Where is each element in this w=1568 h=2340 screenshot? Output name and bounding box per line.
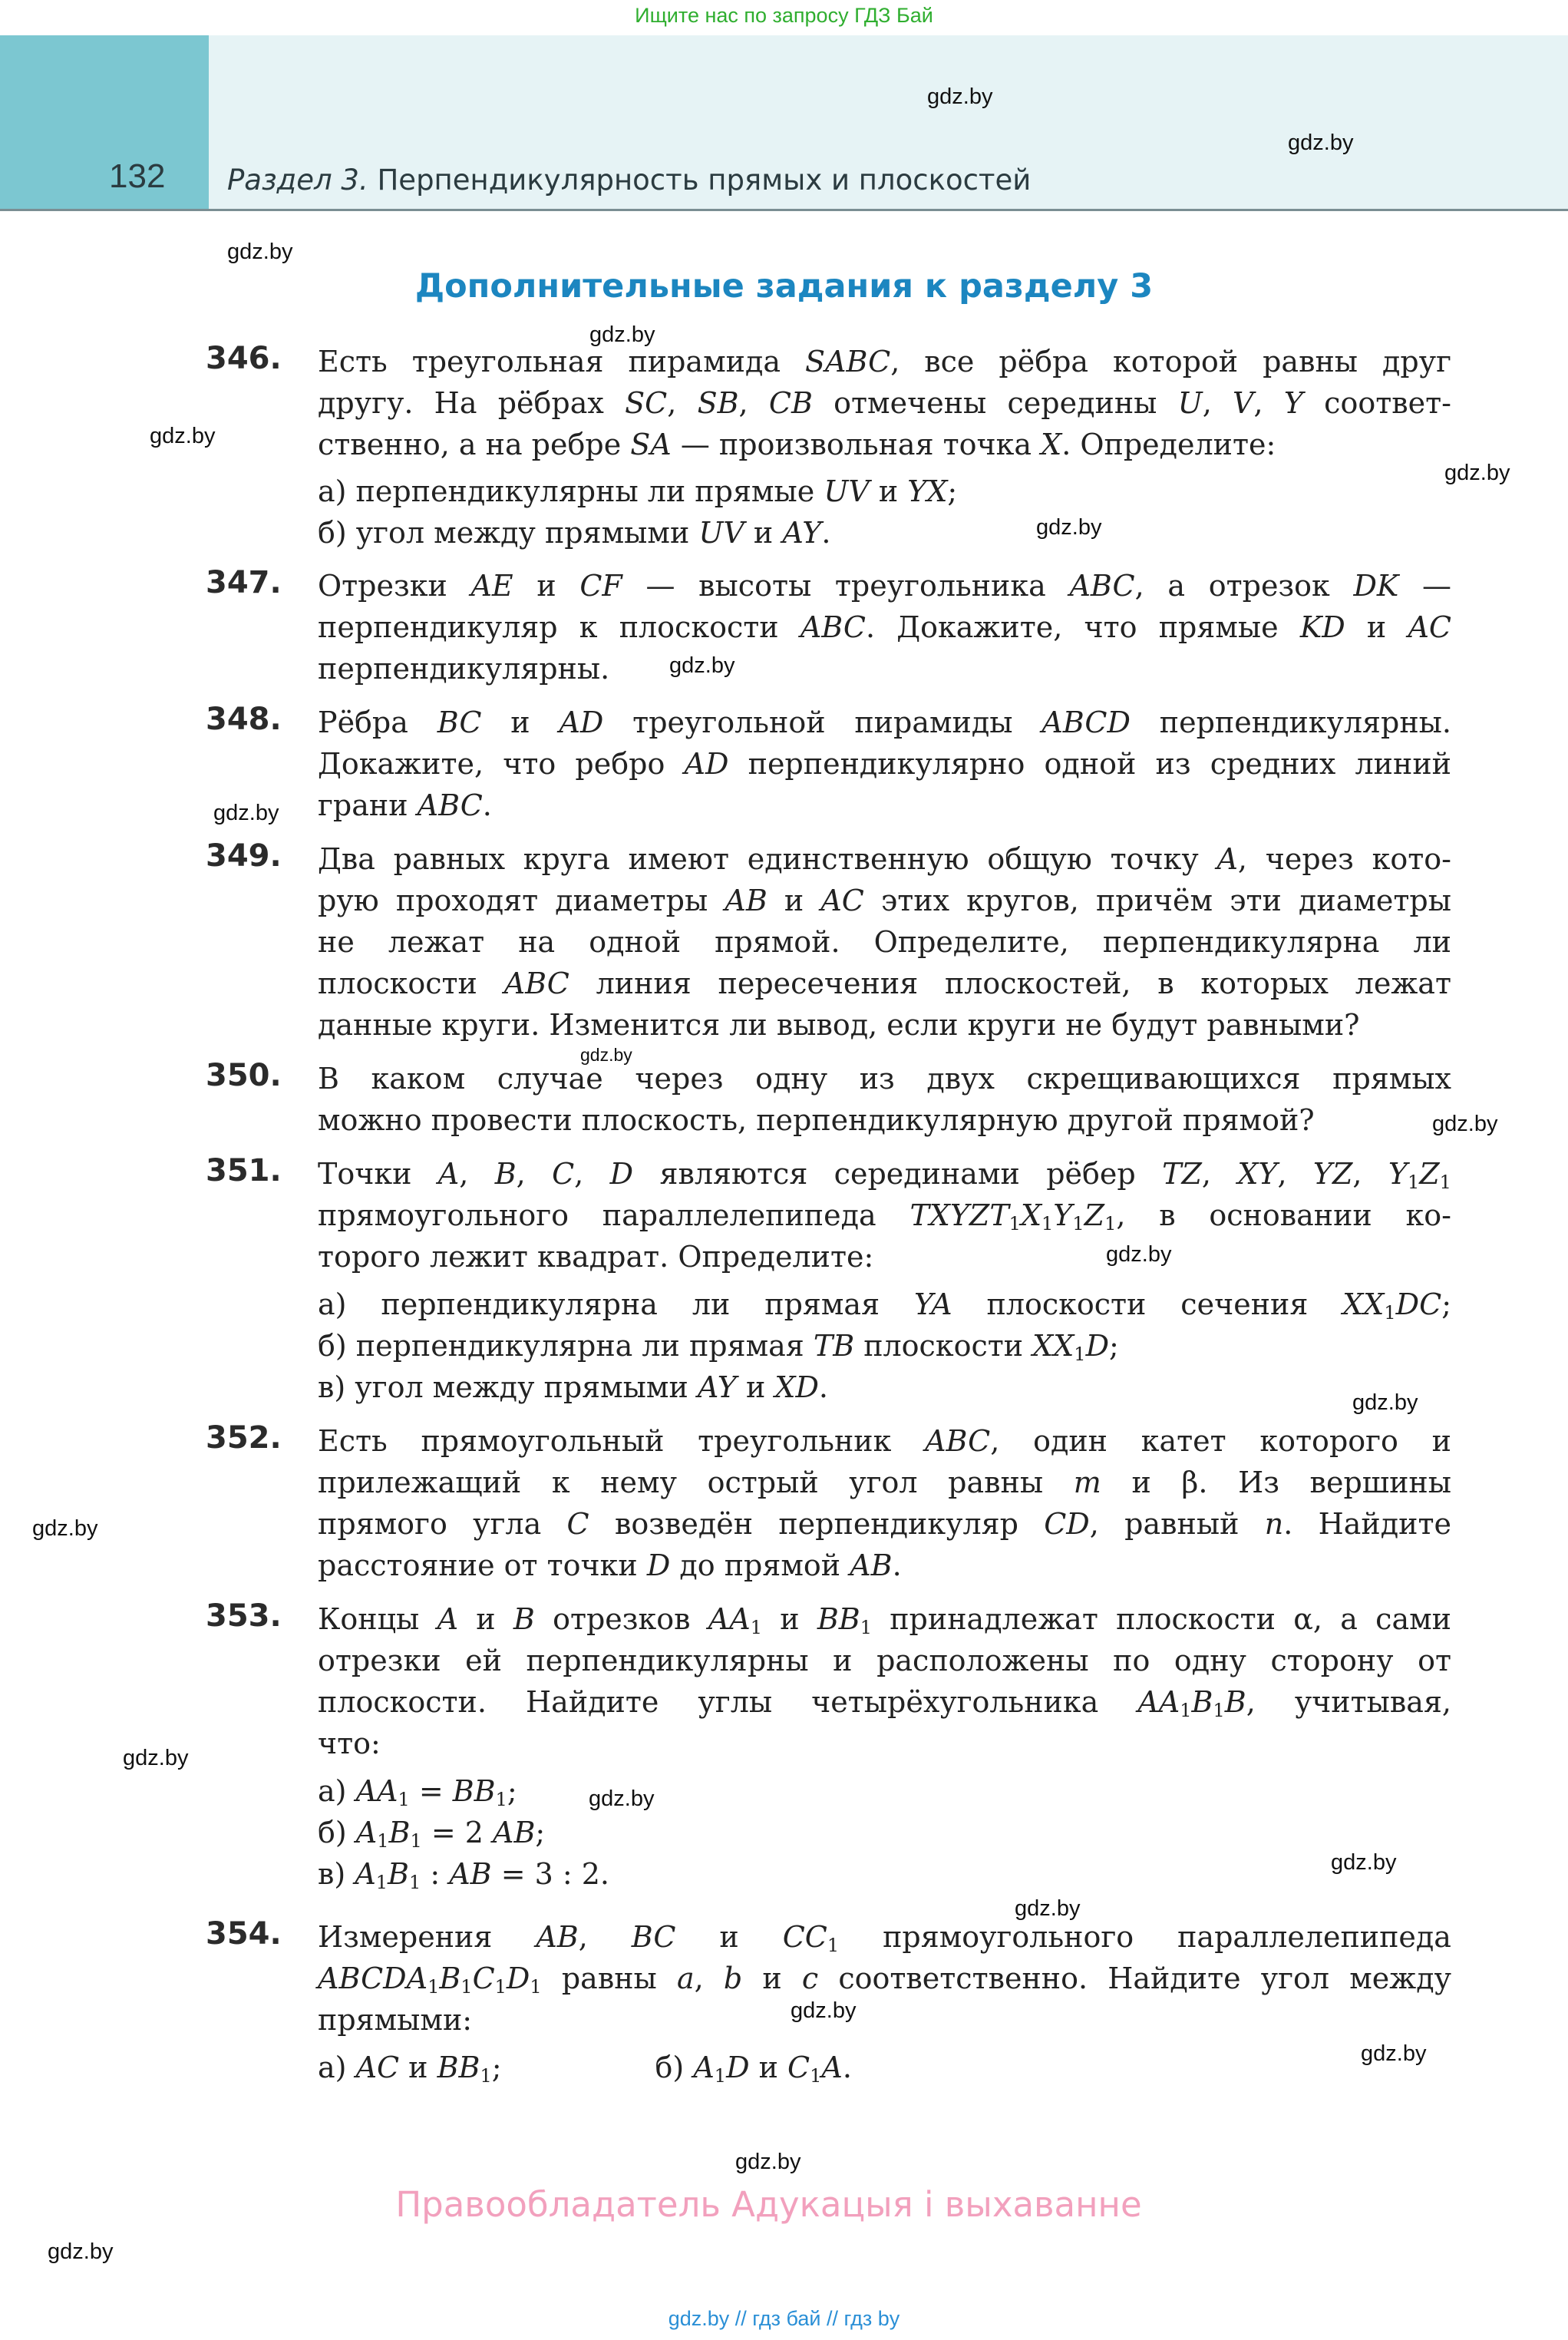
text-line: ственно, а на ребре SA — произвольная точка X. Определите: — [318, 428, 1276, 461]
watermark: gdz.by — [150, 424, 216, 448]
text-line: а) AC и $BB_1$; б) $A_1D$ и $C_1A$. — [318, 2051, 852, 2087]
text-line: Точки A, B, C, D являются серединами рёбер TZ, XY, YZ, $Y_1Z_1$ — [318, 1157, 1451, 1193]
text-line: Концы A и B отрезков $AA_1$ и $BB_1$ принадлежат плоскости α, а сами — [318, 1602, 1451, 1638]
problem-number: 347. — [206, 565, 282, 600]
top-search-banner: Ищите нас по запросу ГДЗ Бай — [635, 4, 933, 27]
watermark: gdz.by — [589, 322, 655, 347]
text-line: Рёбра BC и AD треугольной пирамиды ABCD перпендикулярны. — [318, 706, 1451, 739]
problem-number: 346. — [206, 341, 282, 376]
section-running-title: Перпендикулярность прямых и плоскостей — [377, 164, 1032, 197]
watermark: gdz.by — [1288, 131, 1354, 155]
text-line: прямого угла C возведён перпендикуляр CD, равный n. Найдите — [318, 1507, 1451, 1541]
text-line: что: — [318, 1727, 381, 1760]
watermark: gdz.by — [791, 1998, 857, 2023]
text-line: Есть прямоугольный треугольник ABC, один катет которого и — [318, 1424, 1451, 1458]
text-line: б) $A_1B_1 = 2$ AB; — [318, 1816, 546, 1852]
text-line: прямыми: — [318, 2003, 473, 2037]
header-divider — [0, 209, 1568, 211]
problem-number: 353. — [206, 1598, 282, 1634]
problem-number: 349. — [206, 838, 282, 874]
watermark: gdz.by — [669, 653, 735, 678]
problem-number: 348. — [206, 702, 282, 737]
watermark: gdz.by — [213, 801, 279, 825]
text-line: рую проходят диаметры AB и AC этих кругов, причём эти диаметры — [318, 884, 1451, 917]
text-line: в) угол между прямыми AY и XD. — [318, 1370, 829, 1404]
section-heading: Дополнительные задания к разделу 3 — [414, 267, 1154, 306]
problem-number: 352. — [206, 1420, 282, 1456]
watermark: gdz.by — [123, 1746, 189, 1770]
text-line: прилежащий к нему острый угол равны m и β. Из вершины — [318, 1466, 1451, 1499]
section-label: Раздел 3. — [227, 164, 368, 197]
watermark: gdz.by — [580, 1045, 632, 1065]
watermark: gdz.by — [1015, 1896, 1081, 1921]
text-line: грани ABC. — [318, 788, 492, 822]
watermark: gdz.by — [1444, 461, 1510, 485]
text-line: в) $A_1B_1$ : AB = 3 : 2. — [318, 1857, 610, 1893]
text-line: прямоугольного параллелепипеда $TXYZT_1X_1Y_1Z_1$, в основании ко- — [318, 1198, 1451, 1234]
watermark: gdz.by — [48, 2239, 114, 2264]
text-line: плоскости. Найдите углы четырёхугольника $AA_1B_1B$, учитывая, — [318, 1685, 1451, 1721]
watermark: gdz.by — [735, 2150, 801, 2174]
text-line: расстояние от точки D до прямой AB. — [318, 1548, 902, 1582]
watermark: gdz.by — [227, 240, 293, 264]
text-line: отрезки ей перпендикулярны и расположены по одну сторону от — [318, 1644, 1451, 1677]
copyright-owner: Правообладатель Адукацыя і выхаванне — [395, 2184, 1142, 2225]
text-line: данные круги. Изменится ли вывод, если круги не будут равными? — [318, 1008, 1360, 1042]
text-line: Отрезки AE и CF — высоты треугольника ABC, а отрезок DK — — [318, 569, 1452, 603]
watermark: gdz.by — [1432, 1112, 1498, 1136]
text-line: Два равных круга имеют единственную общую точку A, через кото- — [318, 842, 1452, 876]
text-line: а) $AA_1 = BB_1$; — [318, 1774, 517, 1810]
text-line: Есть треугольная пирамида SABC, все рёбра которой равны друг — [318, 345, 1451, 378]
watermark: gdz.by — [1331, 1850, 1397, 1875]
watermark: gdz.by — [1352, 1390, 1418, 1415]
text-line: В каком случае через одну из двух скрещивающихся прямых — [318, 1062, 1451, 1096]
text-line: плоскости ABC линия пересечения плоскостей, в которых лежат — [318, 967, 1451, 1000]
watermark: gdz.by — [589, 1786, 655, 1811]
text-line: перпендикулярны. — [318, 652, 610, 686]
text-line: б) угол между прямыми UV и AY. — [318, 516, 831, 550]
bottom-links[interactable]: gdz.by // гдз бай // гдз by — [668, 2307, 900, 2330]
text-line: Докажите, что ребро AD перпендикулярно одной из средних линий — [318, 747, 1451, 781]
running-head — [227, 164, 1031, 197]
problem-number: 350. — [206, 1058, 282, 1093]
text-line: а) перпендикулярна ли прямая YA плоскости сечения $XX_1DC$; — [318, 1287, 1451, 1324]
problem-number: 354. — [206, 1916, 282, 1952]
text-line: б) перпендикулярна ли прямая TB плоскости $XX_1D$; — [318, 1329, 1119, 1365]
text-line: не лежат на одной прямой. Определите, перпендикулярна ли — [318, 925, 1451, 959]
watermark: gdz.by — [1361, 2041, 1427, 2066]
text-line: $ABCDA_1B_1C_1D_1$ равны a, b и c соответственно. Найдите угол между — [318, 1962, 1451, 1998]
text-line: торого лежит квадрат. Определите: — [318, 1240, 874, 1274]
text-line: перпендикуляр к плоскости ABC. Докажите, что прямые KD и AC — [318, 610, 1451, 644]
text-line: а) перпендикулярны ли прямые UV и YX; — [318, 474, 958, 508]
text-line: можно провести плоскость, перпендикулярную другой прямой? — [318, 1103, 1315, 1137]
text-line: Измерения AB, BC и $CC_1$ прямоугольного параллелепипеда — [318, 1920, 1451, 1956]
watermark: gdz.by — [1106, 1242, 1172, 1267]
watermark: gdz.by — [1036, 515, 1102, 540]
text-line: другу. На рёбрах SC, SB, CB отмечены середины U, V, Y соответ- — [318, 386, 1451, 420]
watermark: gdz.by — [32, 1516, 98, 1541]
header-tab — [0, 35, 209, 209]
page-number: 132 — [109, 157, 166, 195]
watermark: gdz.by — [927, 84, 993, 109]
problem-number: 351. — [206, 1153, 282, 1188]
